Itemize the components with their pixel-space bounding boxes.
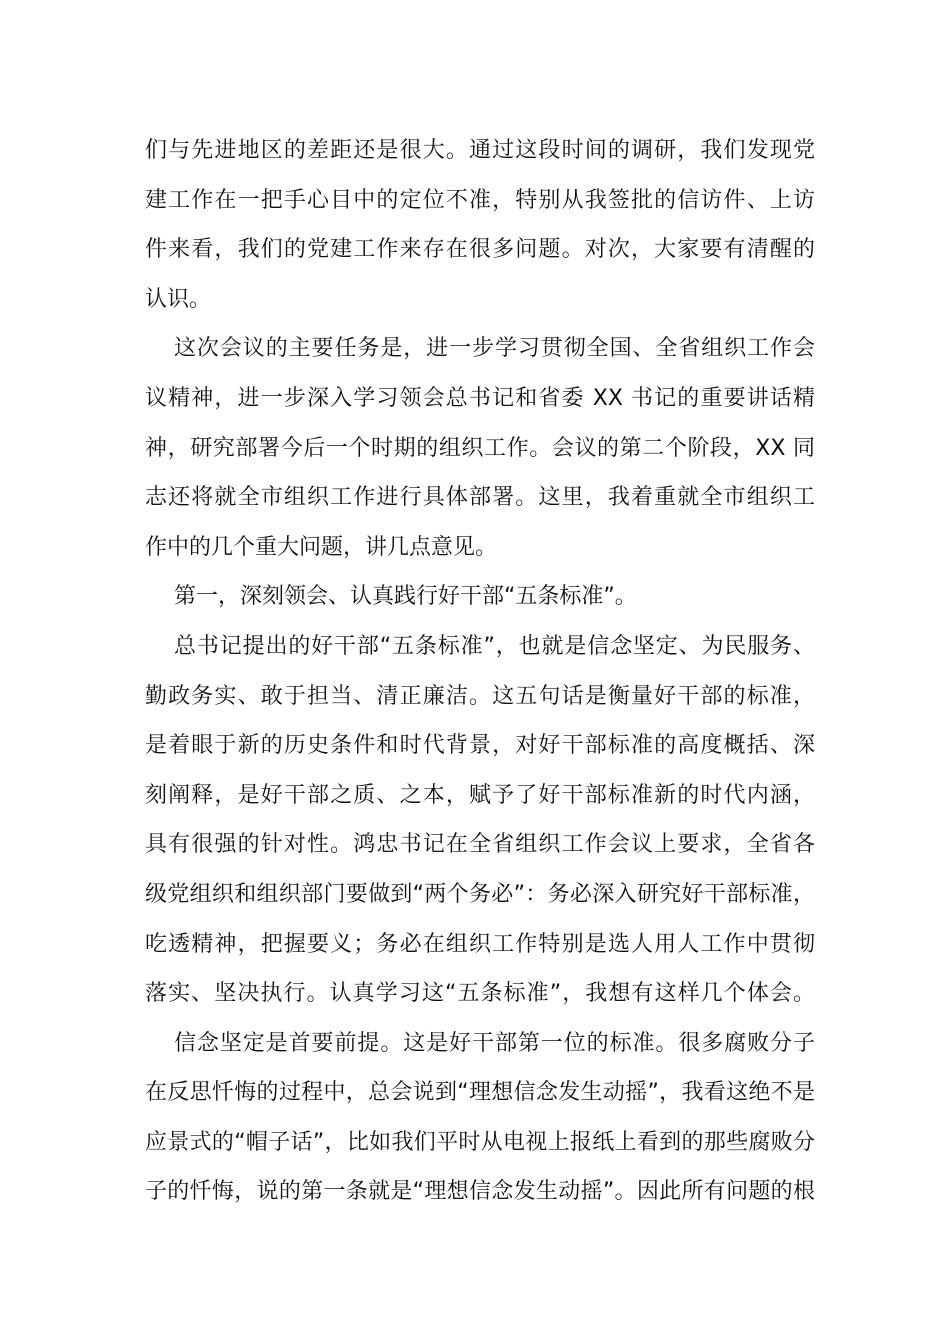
text-line: 件来看，我们的党建工作来存在很多问题。对次，大家要有清醒的 <box>145 237 815 263</box>
text-line: 是着眼于新的历史条件和时代背景，对好干部标准的高度概括、深 <box>145 733 815 759</box>
text-line: 总书记提出的好干部“五条标准”，也就是信念坚定、为民服务、 <box>174 633 815 659</box>
text-line: 第一，深刻领会、认真践行好干部“五条标准”。 <box>174 584 637 610</box>
text-line: 刻阐释，是好干部之质、之本，赋予了好干部标准新的时代内涵， <box>145 782 815 808</box>
text-line: 这次会议的主要任务是，进一步学习贯彻全国、全省组织工作会 <box>174 336 815 362</box>
text-line: 吃透精神，把握要义；务必在组织工作特别是选人用人工作中贯彻 <box>145 931 815 957</box>
text-line: 具有很强的针对性。鸿忠书记在全省组织工作会议上要求，全省各 <box>145 832 815 858</box>
text-line: 子的忏悔，说的第一条就是“理想信念发生动摇”。因此所有问题的根 <box>145 1179 815 1205</box>
text-line: 建工作在一把手心目中的定位不准，特别从我签批的信访件、上访 <box>145 187 815 213</box>
text-line: 勤政务实、敢于担当、清正廉洁。这五句话是衡量好干部的标准， <box>145 683 815 709</box>
text-line: 志还将就全市组织工作进行具体部署。这里，我着重就全市组织工 <box>145 485 815 511</box>
text-line: 信念坚定是首要前提。这是好干部第一位的标准。很多腐败分子 <box>174 1030 815 1056</box>
text-line: 们与先进地区的差距还是很大。通过这段时间的调研，我们发现党 <box>145 138 815 163</box>
text-line: 级党组织和组织部门要做到“两个务必”：务必深入研究好干部标准， <box>145 881 815 907</box>
text-line: 认识。 <box>145 286 212 312</box>
text-line: 议精神，进一步深入学习领会总书记和省委 XX 书记的重要讲话精 <box>145 385 815 411</box>
text-line: 神，研究部署今后一个时期的组织工作。会议的第二个阶段，XX 同 <box>145 435 815 461</box>
text-line: 在反思忏悔的过程中，总会说到“理想信念发生动摇”，我看这绝不是 <box>145 1080 815 1106</box>
text-line: 作中的几个重大问题，讲几点意见。 <box>145 534 498 560</box>
body-text <box>145 126 815 1217</box>
text-line: 应景式的“帽子话”，比如我们平时从电视上报纸上看到的那些腐败分 <box>145 1129 815 1155</box>
text-line: 落实、坚决执行。认真学习这“五条标准”，我想有这样几个体会。 <box>145 981 815 1007</box>
